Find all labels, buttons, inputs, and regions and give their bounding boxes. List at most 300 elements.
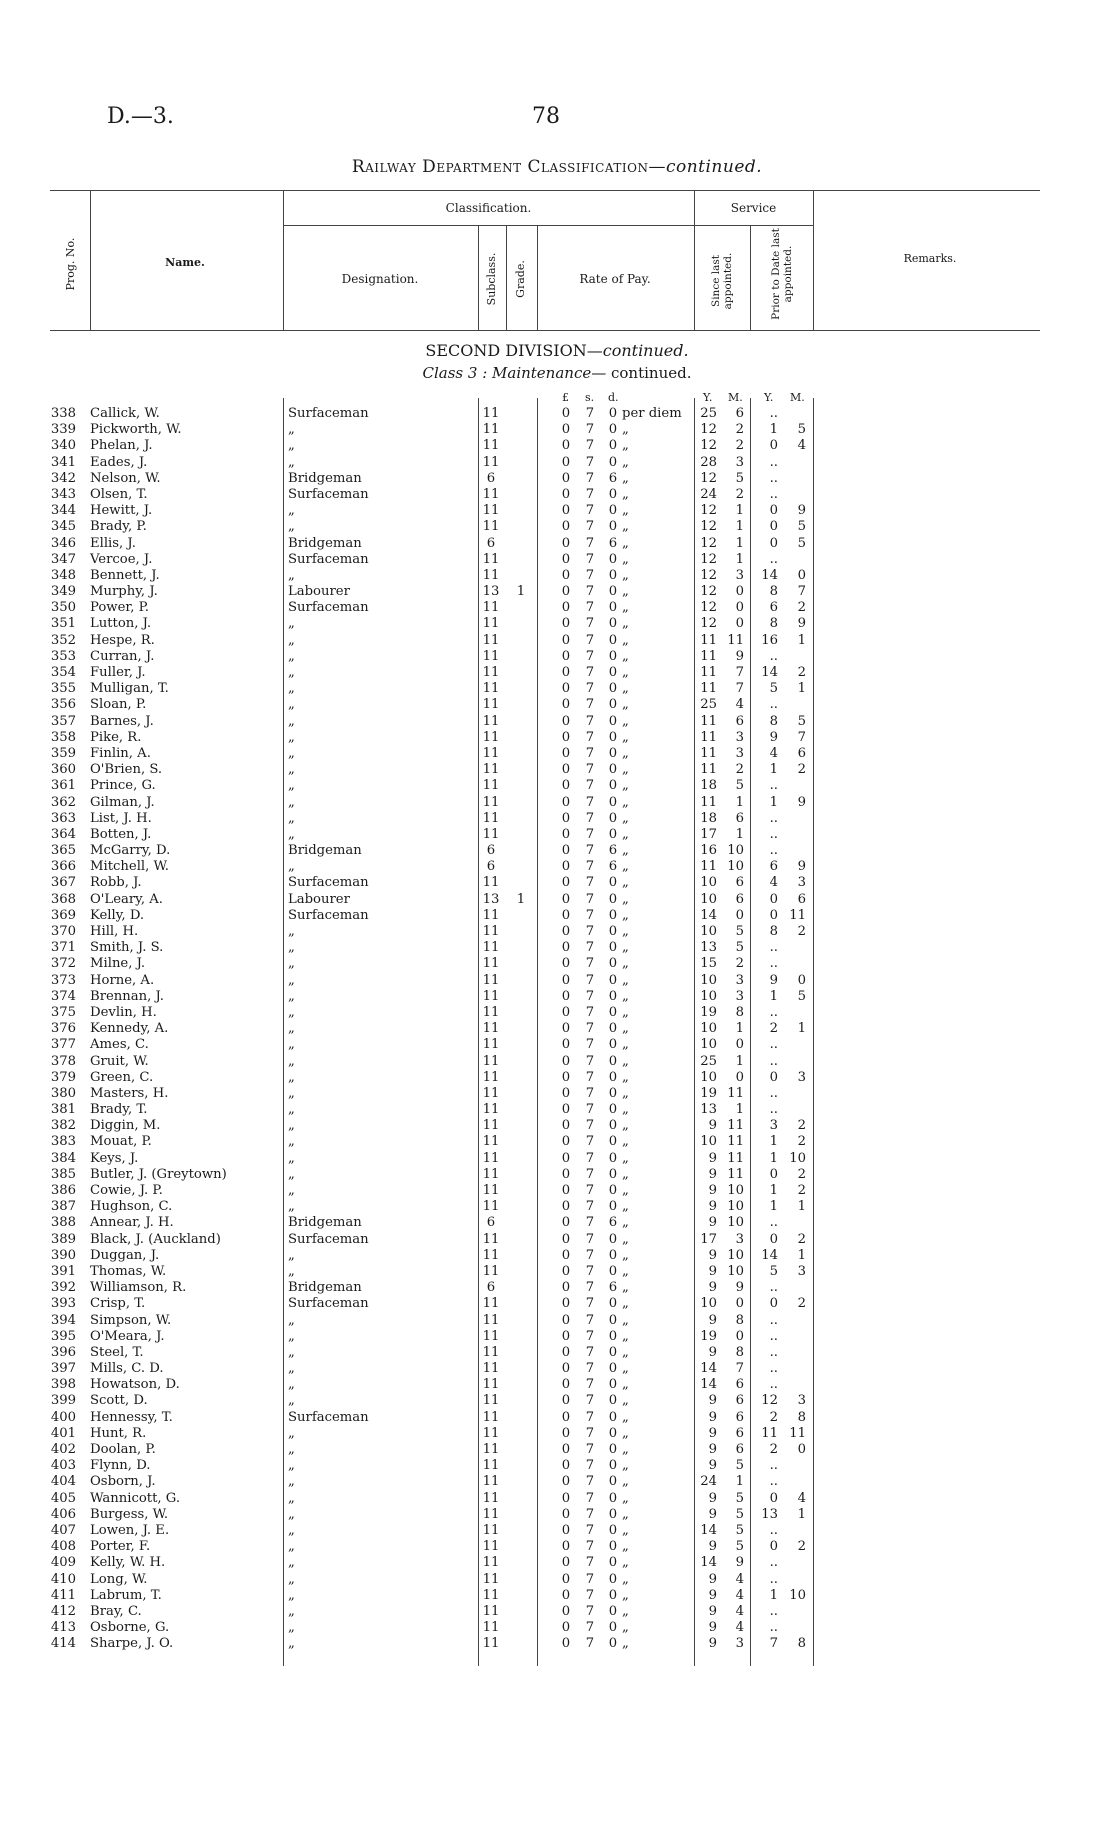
pay-shillings: 7 [585, 1134, 595, 1150]
service-prior-months: 2 [797, 1166, 806, 1182]
prog-no: 355 [50, 681, 76, 697]
subclass: 11 [482, 616, 500, 632]
pay-pounds: 0 [561, 940, 571, 956]
subclass: 11 [482, 1085, 500, 1101]
subclass: 11 [482, 1118, 500, 1134]
staff-name: Porter, F. [90, 1539, 151, 1555]
pay-rate: „ [622, 470, 629, 486]
service-prior-months: 2 [797, 1296, 806, 1312]
service-since-years: 9 [708, 1118, 717, 1134]
service-prior-years: 8 [769, 924, 778, 939]
service-since-months: 0 [735, 600, 744, 616]
designation: Surfaceman [288, 406, 369, 421]
pay-rate: „ [622, 1312, 629, 1328]
service-prior-years: .. [769, 826, 778, 842]
pay-rate: „ [622, 713, 629, 729]
prog-no: 348 [50, 567, 76, 583]
staff-name: Mulligan, T. [90, 681, 169, 697]
table-row [0, 1296, 1114, 1312]
subclass: 11 [482, 1102, 500, 1118]
designation: „ [288, 697, 295, 713]
prog-no: 397 [50, 1361, 76, 1377]
table-row [0, 406, 1114, 422]
table-row [0, 649, 1114, 665]
pay-pounds: 0 [561, 438, 571, 454]
service-since-years: 28 [700, 454, 717, 470]
pay-rate: per diem [622, 406, 682, 421]
pay-shillings: 7 [585, 1312, 595, 1328]
table-row [0, 973, 1114, 989]
service-prior-years: 1 [769, 422, 778, 438]
staff-name: Hewitt, J. [90, 503, 153, 519]
service-prior-years: 13 [761, 1506, 778, 1522]
subclass: 11 [482, 1004, 500, 1020]
pay-shillings: 7 [585, 1199, 595, 1215]
subclass: 11 [482, 1150, 500, 1166]
subclass: 13 [482, 891, 500, 907]
service-prior-months: 3 [797, 875, 806, 891]
service-prior-years: .. [769, 1522, 778, 1538]
unit-years-prior: Y. [764, 391, 774, 404]
pay-pounds: 0 [561, 1587, 571, 1603]
subclass: 11 [482, 697, 500, 713]
subclass: 11 [482, 551, 500, 567]
service-prior-years: 0 [769, 1490, 778, 1506]
pay-pounds: 0 [561, 1004, 571, 1020]
pay-rate: „ [622, 454, 629, 470]
page-number: 78 [532, 104, 560, 129]
pay-pounds: 0 [561, 1393, 571, 1409]
service-since-years: 12 [700, 422, 717, 438]
service-prior-months: 6 [797, 745, 806, 761]
subclass: 11 [482, 1069, 500, 1085]
pay-rate: „ [622, 1247, 629, 1263]
prog-no: 404 [50, 1474, 76, 1490]
table-row [0, 1442, 1114, 1458]
pay-shillings: 7 [585, 1280, 595, 1296]
pay-shillings: 7 [585, 1571, 595, 1587]
service-prior-years: 0 [769, 1231, 778, 1247]
service-prior-years: .. [769, 1312, 778, 1328]
service-since-years: 14 [700, 1377, 717, 1393]
service-since-years: 10 [700, 972, 717, 988]
staff-name: Gilman, J. [90, 794, 155, 810]
service-prior-years: 1 [769, 1134, 778, 1150]
pay-rate: „ [622, 1069, 629, 1085]
subclass: 11 [482, 1603, 500, 1619]
designation: „ [288, 1183, 295, 1198]
table-row [0, 1507, 1114, 1523]
service-since-years: 11 [700, 681, 717, 697]
pay-rate: „ [622, 1166, 629, 1182]
service-since-years: 13 [700, 940, 717, 956]
subclass: 11 [482, 1539, 500, 1555]
pay-rate: „ [622, 1393, 629, 1409]
service-since-months: 3 [735, 729, 744, 745]
service-prior-years: 12 [761, 1393, 778, 1409]
service-prior-months: 2 [797, 600, 806, 616]
pay-shillings: 7 [585, 988, 595, 1004]
service-prior-years: 6 [769, 600, 778, 616]
unit-months-since: M. [728, 391, 743, 404]
pay-shillings: 7 [585, 665, 595, 680]
service-since-years: 9 [708, 1215, 717, 1231]
pay-rate: „ [622, 486, 629, 502]
prog-no: 400 [50, 1409, 76, 1425]
pay-rate: „ [622, 826, 629, 842]
pay-shillings: 7 [585, 1053, 595, 1069]
pay-pence: 6 [608, 1280, 618, 1296]
table-row [0, 584, 1114, 600]
table-row [0, 1410, 1114, 1426]
staff-name: Kelly, D. [90, 907, 145, 923]
pay-pence: 0 [608, 1166, 618, 1182]
service-prior-years: 9 [769, 729, 778, 745]
pay-pounds: 0 [561, 1280, 571, 1296]
service-since-months: 0 [735, 1328, 744, 1344]
pay-shillings: 7 [585, 762, 595, 778]
header-rule-v8 [813, 190, 814, 330]
service-since-months: 11 [727, 1085, 744, 1101]
service-since-months: 1 [735, 826, 744, 842]
pay-pounds: 0 [561, 988, 571, 1004]
pay-pounds: 0 [561, 762, 571, 778]
designation: „ [288, 859, 295, 875]
service-prior-years: 14 [761, 567, 778, 583]
unit-years-since: Y. [703, 391, 713, 404]
service-since-years: 12 [700, 470, 717, 486]
pay-rate: „ [622, 972, 629, 988]
prog-no: 375 [50, 1004, 76, 1020]
pay-pounds: 0 [561, 1069, 571, 1085]
pay-pounds: 0 [561, 1344, 571, 1360]
unit-pence: d. [608, 391, 619, 404]
staff-name: Fuller, J. [90, 665, 146, 680]
pay-pence: 0 [608, 1636, 618, 1652]
pay-pence: 0 [608, 1150, 618, 1166]
subclass: 11 [482, 681, 500, 697]
subclass: 11 [482, 648, 500, 664]
pay-pounds: 0 [561, 551, 571, 567]
service-since-months: 10 [727, 1199, 744, 1215]
pay-pounds: 0 [561, 1102, 571, 1118]
staff-name: Hill, H. [90, 924, 139, 939]
subclass: 6 [486, 1280, 496, 1296]
service-since-months: 4 [735, 1571, 744, 1587]
prog-no: 379 [50, 1069, 76, 1085]
designation: „ [288, 648, 295, 664]
prog-no: 408 [50, 1539, 76, 1555]
table-row [0, 1118, 1114, 1134]
service-since-years: 9 [708, 1199, 717, 1215]
subclass: 11 [482, 519, 500, 535]
staff-name: Power, P. [90, 600, 149, 616]
pay-pence: 0 [608, 632, 618, 648]
service-since-years: 9 [708, 1539, 717, 1555]
designation: „ [288, 454, 295, 470]
service-since-years: 9 [708, 1506, 717, 1522]
subclass: 11 [482, 503, 500, 519]
designation: „ [288, 1312, 295, 1328]
pay-shillings: 7 [585, 535, 595, 551]
staff-name: Horne, A. [90, 972, 155, 988]
pay-pence: 0 [608, 1506, 618, 1522]
pay-pounds: 0 [561, 454, 571, 470]
designation: Surfaceman [288, 486, 369, 502]
pay-shillings: 7 [585, 616, 595, 632]
table-row [0, 1539, 1114, 1555]
service-since-years: 9 [708, 1344, 717, 1360]
pay-pounds: 0 [561, 1085, 571, 1101]
pay-rate: „ [622, 1344, 629, 1360]
pay-pence: 0 [608, 924, 618, 939]
pay-shillings: 7 [585, 940, 595, 956]
service-since-months: 1 [735, 551, 744, 567]
header-bottom-rule [50, 330, 1040, 331]
pay-shillings: 7 [585, 519, 595, 535]
staff-name: O'Meara, J. [90, 1328, 165, 1344]
pay-rate: „ [622, 1587, 629, 1603]
pay-shillings: 7 [585, 891, 595, 907]
subclass: 11 [482, 665, 500, 680]
staff-name: Murphy, J. [90, 584, 158, 600]
service-prior-months: 9 [797, 616, 806, 632]
service-since-years: 14 [700, 907, 717, 923]
service-prior-months: 0 [797, 1442, 806, 1457]
service-since-months: 5 [735, 470, 744, 486]
subclass: 6 [486, 535, 496, 551]
subclass: 11 [482, 924, 500, 939]
staff-name: Masters, H. [90, 1085, 169, 1101]
service-prior-months: 5 [797, 422, 806, 438]
prog-no: 386 [50, 1183, 76, 1198]
designation: Surfaceman [288, 1231, 369, 1247]
pay-shillings: 7 [585, 1069, 595, 1085]
title-continued: continued. [665, 157, 763, 177]
prog-no: 363 [50, 810, 76, 826]
staff-name: Pickworth, W. [90, 422, 182, 438]
pay-pence: 6 [608, 859, 618, 875]
service-prior-months: 9 [797, 859, 806, 875]
service-prior-months: 4 [797, 438, 806, 454]
service-since-years: 11 [700, 729, 717, 745]
subclass: 11 [482, 1296, 500, 1312]
subclass: 11 [482, 1134, 500, 1150]
pay-pence: 0 [608, 600, 618, 616]
service-prior-years: .. [769, 1361, 778, 1377]
service-prior-years: 5 [769, 1263, 778, 1279]
staff-name: Lutton, J. [90, 616, 152, 632]
pay-pounds: 0 [561, 1506, 571, 1522]
pay-pounds: 0 [561, 1053, 571, 1069]
service-since-years: 16 [700, 843, 717, 859]
prog-no: 401 [50, 1425, 76, 1441]
service-prior-years: 0 [769, 519, 778, 535]
pay-shillings: 7 [585, 632, 595, 648]
prog-no: 373 [50, 972, 76, 988]
service-since-years: 19 [700, 1328, 717, 1344]
service-since-months: 11 [727, 1134, 744, 1150]
pay-rate: „ [622, 1231, 629, 1247]
service-prior-years: 2 [769, 1021, 778, 1037]
service-prior-years: 1 [769, 1587, 778, 1603]
pay-pounds: 0 [561, 1409, 571, 1425]
table-row [0, 989, 1114, 1005]
service-since-months: 9 [735, 648, 744, 664]
prog-no: 398 [50, 1377, 76, 1393]
prog-no: 405 [50, 1490, 76, 1506]
service-prior-months: 2 [797, 1231, 806, 1247]
table-row [0, 487, 1114, 503]
service-since-years: 11 [700, 745, 717, 761]
service-since-months: 1 [735, 1053, 744, 1069]
designation: „ [288, 794, 295, 810]
service-prior-years: 8 [769, 713, 778, 729]
pay-pounds: 0 [561, 778, 571, 794]
prog-no: 366 [50, 859, 76, 875]
pay-pence: 0 [608, 1069, 618, 1085]
service-since-months: 2 [735, 422, 744, 438]
pay-pence: 0 [608, 681, 618, 697]
pay-pounds: 0 [561, 1231, 571, 1247]
subclass: 11 [482, 1183, 500, 1198]
staff-name: Nelson, W. [90, 470, 161, 486]
designation: „ [288, 1361, 295, 1377]
pay-pence: 0 [608, 1361, 618, 1377]
staff-name: Sharpe, J. O. [90, 1636, 174, 1652]
table-row [0, 1604, 1114, 1620]
staff-name: Keys, J. [90, 1150, 139, 1166]
designation: Surfaceman [288, 907, 369, 923]
subclass: 11 [482, 875, 500, 891]
service-since-months: 7 [735, 665, 744, 680]
subclass: 11 [482, 1636, 500, 1652]
prog-no: 365 [50, 843, 76, 859]
pay-rate: „ [622, 956, 629, 972]
subclass: 6 [486, 859, 496, 875]
staff-name: Osborn, J. [90, 1474, 156, 1490]
pay-pounds: 0 [561, 1183, 571, 1198]
prog-no: 367 [50, 875, 76, 891]
prog-no: 338 [50, 406, 76, 421]
service-since-months: 5 [735, 1490, 744, 1506]
pay-rate: „ [622, 1118, 629, 1134]
prog-no: 393 [50, 1296, 76, 1312]
staff-name: Thomas, W. [90, 1263, 167, 1279]
pay-pounds: 0 [561, 745, 571, 761]
pay-rate: „ [622, 648, 629, 664]
staff-name: Pike, R. [90, 729, 142, 745]
pay-pence: 0 [608, 1571, 618, 1587]
service-prior-years: 1 [769, 988, 778, 1004]
designation: „ [288, 1102, 295, 1118]
pay-pence: 0 [608, 972, 618, 988]
designation: „ [288, 1490, 295, 1506]
service-since-years: 10 [700, 891, 717, 907]
table-row [0, 795, 1114, 811]
prog-no: 371 [50, 940, 76, 956]
service-since-months: 8 [735, 1344, 744, 1360]
pay-shillings: 7 [585, 1377, 595, 1393]
service-since-months: 1 [735, 1021, 744, 1037]
service-since-years: 9 [708, 1620, 717, 1636]
prog-no: 378 [50, 1053, 76, 1069]
pay-pounds: 0 [561, 956, 571, 972]
service-since-months: 9 [735, 1555, 744, 1571]
service-prior-years: .. [769, 778, 778, 794]
service-since-years: 9 [708, 1587, 717, 1603]
service-since-months: 6 [735, 1393, 744, 1409]
staff-name: Kelly, W. H. [90, 1555, 166, 1571]
service-since-months: 10 [727, 1247, 744, 1263]
prog-no: 390 [50, 1247, 76, 1263]
pay-pounds: 0 [561, 1328, 571, 1344]
pay-rate: „ [622, 1442, 629, 1457]
service-prior-years: .. [769, 1328, 778, 1344]
prog-no: 377 [50, 1037, 76, 1053]
designation: „ [288, 1037, 295, 1053]
prog-no: 388 [50, 1215, 76, 1231]
subclass: 11 [482, 406, 500, 421]
pay-pounds: 0 [561, 1620, 571, 1636]
pay-rate: „ [622, 1506, 629, 1522]
pay-shillings: 7 [585, 648, 595, 664]
service-prior-years: .. [769, 1555, 778, 1571]
service-prior-years: .. [769, 1620, 778, 1636]
designation: „ [288, 1118, 295, 1134]
pay-pounds: 0 [561, 1361, 571, 1377]
col-header-prog-no: Prog. No. [64, 237, 77, 291]
subclass: 11 [482, 600, 500, 616]
service-since-months: 11 [727, 1150, 744, 1166]
prog-no: 369 [50, 907, 76, 923]
service-since-months: 4 [735, 1587, 744, 1603]
table-row [0, 1102, 1114, 1118]
class-name: Class 3 : Maintenance— [422, 364, 607, 382]
prog-no: 350 [50, 600, 76, 616]
col-header-subclass: Subclass. [485, 252, 498, 306]
table-row [0, 1393, 1114, 1409]
service-prior-months: 4 [797, 1490, 806, 1506]
pay-pounds: 0 [561, 584, 571, 600]
service-prior-months: 2 [797, 1183, 806, 1198]
designation: „ [288, 1004, 295, 1020]
staff-name: Flynn, D. [90, 1458, 151, 1474]
prog-no: 370 [50, 924, 76, 939]
service-prior-years: 1 [769, 1183, 778, 1198]
service-since-years: 12 [700, 567, 717, 583]
pay-rate: „ [622, 503, 629, 519]
prog-no: 402 [50, 1442, 76, 1457]
pay-pounds: 0 [561, 1247, 571, 1263]
pay-shillings: 7 [585, 567, 595, 583]
pay-pence: 0 [608, 1539, 618, 1555]
pay-rate: „ [622, 1280, 629, 1296]
service-since-years: 9 [708, 1247, 717, 1263]
service-since-years: 18 [700, 778, 717, 794]
pay-shillings: 7 [585, 745, 595, 761]
service-prior-years: 0 [769, 503, 778, 519]
prog-no: 394 [50, 1312, 76, 1328]
service-prior-years: 0 [769, 438, 778, 454]
subclass: 11 [482, 438, 500, 454]
service-prior-years: 0 [769, 891, 778, 907]
designation: „ [288, 1247, 295, 1263]
service-since-months: 6 [735, 406, 744, 421]
service-prior-months: 2 [797, 762, 806, 778]
pay-pence: 0 [608, 1425, 618, 1441]
pay-rate: „ [622, 1571, 629, 1587]
